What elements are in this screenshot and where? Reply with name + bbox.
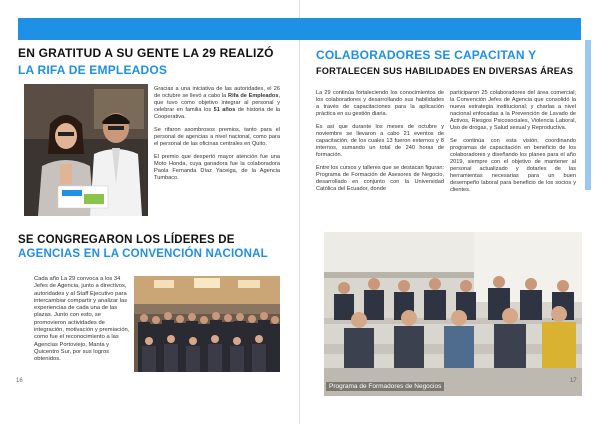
raffle-winners-photo [24,84,148,216]
right-page [300,0,600,424]
raffle-paragraph-2: Se rifaron asombrosos premios, tanto para el personal de agencias a nivel nacional, como para el personal de las oficinas centrales en Quito. [154,127,280,147]
raffle-paragraph-1: Gracias a una iniciativa de las autoridades, el 26 de octubre se llevó a cabo la Rifa de Empleados, que tuvo como objetivo integrar al personal y celebrar en familia los 51 años de historia de la Cooperativa. [154,86,281,120]
training-col2-paragraph-2: Se continúa con esta visión, coordinando programas de capacitación en beneficio de los colaboradores y diseñando los planes para el año 2019, siempre con el objetivo de mantener al personal actualizado y dotarles de las herramientas necesarias para un buen desempeño laboral para beneficio de los socios y clientes. [450,138,576,193]
top-accent-bar [18,18,581,40]
training-classroom-photo [324,232,582,396]
page-number-left: 16 [16,378,23,384]
raffle-article-text [154,86,280,188]
training-col1-paragraph-1: La 29 continúa fortaleciendo los conocimientos de los colaboradores y desarrollando sus habilidades a través de capacitaciones para la aplicación práctica en su gestión diaria. [316,90,444,117]
raffle-headline-line1: EN GRATITUD A SU GENTE LA 29 REALIZÓ [18,46,274,60]
training-headline-line1: COLABORADORES SE CAPACITAN Y [316,48,537,62]
training-column-2 [450,90,576,200]
page-number-right: 17 [570,378,577,384]
training-col1-paragraph-2: Es así que durante los meses de octubre y noviembre se llevaron a cabo 21 eventos de capacitación, de los cuales 13 fueron externos y 8 internos, sumando un total de 240 horas de formación. [316,124,444,158]
convention-headline-line2: AGENCIAS EN LA CONVENCIÓN NACIONAL [18,248,268,260]
training-column-1 [316,90,444,199]
convention-headline-line1: SE CONGREGARON LOS LÍDERES DE [18,234,235,246]
training-col2-paragraph-1: participaron 25 colaboradores del área comercial; la Convención Jefes de Agencia que consolidó la nueva estrategia institucional; y charlas a nivel nacional enfocadas a la Prevención de Lavado de Activos, Riesgos Psicosociales, Violencia Laboral, Uso de drogas, y Salud sexual y Reproductiva. [450,90,576,131]
raffle-paragraph-3: El premio que despertó mayor atención fue una Moto Honda, cuya ganadora fue la colaboradora Paola Fernanda Díaz Yaceiga, de la Agencia Tumbaco. [154,154,280,181]
convention-article-text: Cada año La 29 convoca a los 34 Jefes de Agencia, junto a directivos, autoridades y al Staff Ejecutivo para intercambiar compartir y analizar las experiencias de cada una de las plazas. Junto con esto, se promovieron actividades de integración, motivación y premiación, como fue el reconocimiento a las Agencias Portoviejo, Manta y Quicentro Sur, por sus logros obtenidos. [34,276,130,363]
convention-group-photo [134,276,280,372]
training-col1-paragraph-3: Entre los cursos y talleres que se destacan figuran: Programa de Formación de Asesores de Negocio, desarrollado en conjunto con la Universidad Católica del Ecuador, donde [316,165,444,192]
training-photo-caption: Programa de Formadores de Negocios [326,382,444,391]
right-accent-strip [585,40,591,190]
training-headline-line2: FORTALECEN SUS HABILIDADES EN DIVERSAS ÁREAS [316,66,574,76]
raffle-headline-line2: LA RIFA DE EMPLEADOS [18,63,168,77]
